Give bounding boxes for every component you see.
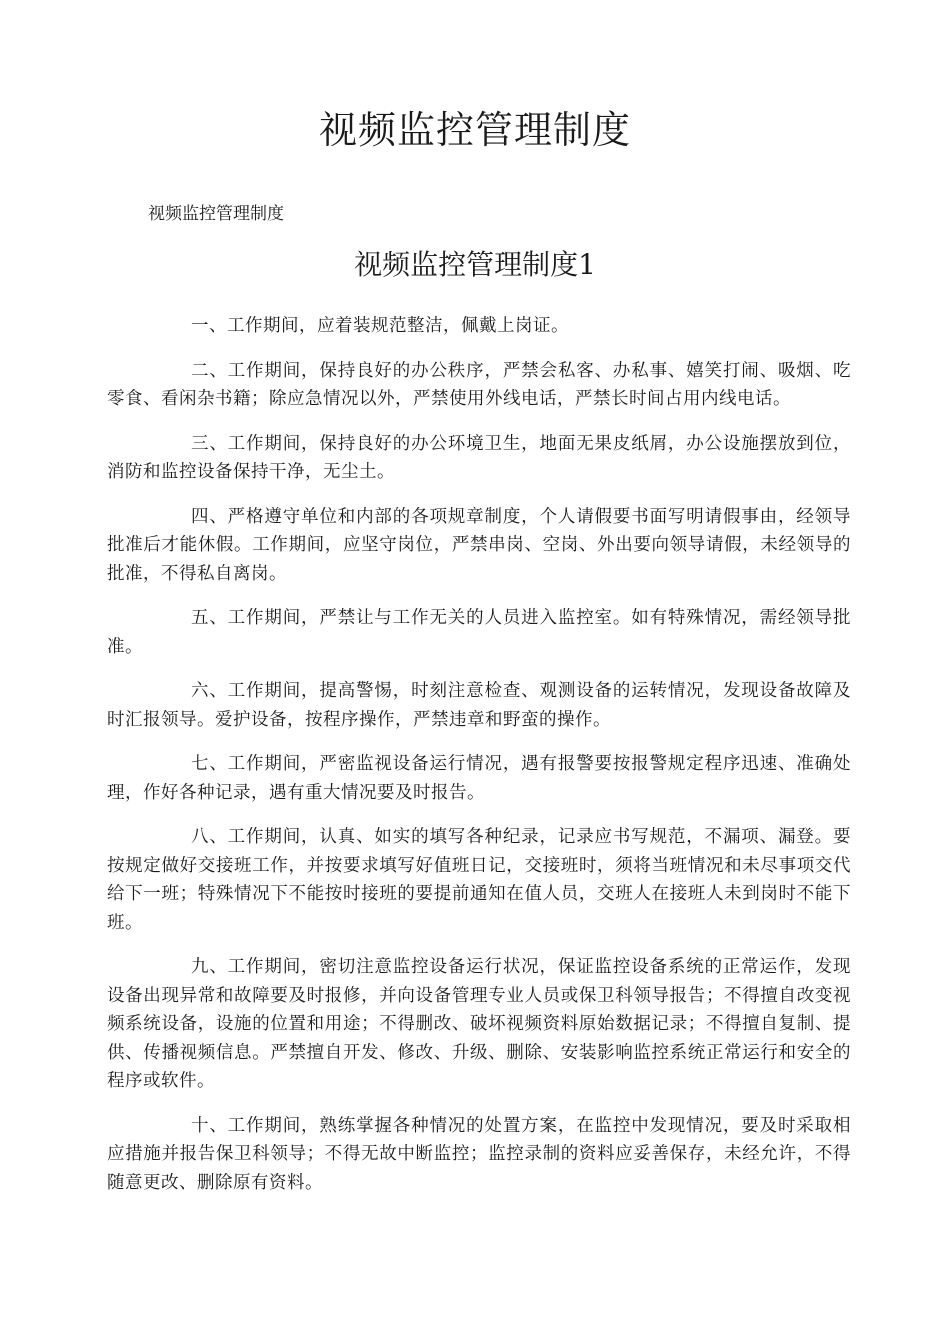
paragraph-3: 三、工作期间，保持良好的办公环境卫生，地面无果皮纸屑，办公设施摆放到位，消防和监控设备保持干净，无尘土。 [107, 433, 851, 482]
paragraph-6: 六、工作期间，提高警惕，时刻注意检查、观测设备的运转情况，发现设备故障及时汇报领导。爱护设备，按程序操作，严禁违章和野蛮的操作。 [107, 681, 851, 730]
paragraph-4: 四、严格遵守单位和内部的各项规章制度，个人请假要书面写明请假事由，经领导批准后才能休假。工作期间，应坚守岗位，严禁串岗、空岗、外出要向领导请假，未经领导的批准，不得私自离岗。 [107, 506, 851, 584]
document-subtitle: 视频监控管理制度 [148, 204, 284, 224]
paragraph-7: 七、工作期间，严密监视设备运行情况，遇有报警要按报警规定程序迅速、准确处理，作好各种记录，遇有重大情况要及时报告。 [107, 754, 851, 803]
paragraph-5: 五、工作期间，严禁让与工作无关的人员进入监控室。如有特殊情况，需经领导批准。 [107, 608, 851, 657]
document-title: 视频监控管理制度 [318, 108, 631, 152]
paragraph-8: 八、工作期间，认真、如实的填写各种纪录，记录应书写规范，不漏项、漏登。要按规定做好交接班工作，并按要求填写好值班日记，交接班时，须将当班情况和未尽事项交代给下一班；特殊情况下不能按时接班的要提前通知在值人员，交班人在接班人未到岗时不能下班。 [107, 827, 851, 933]
paragraph-2: 二、工作期间，保持良好的办公秩序，严禁会私客、办私事、嬉笑打闹、吸烟、吃零食、看闲杂书籍；除应急情况以外，严禁使用外线电话，严禁长时间占用内线电话。 [107, 360, 851, 409]
paragraph-1: 一、工作期间，应着装规范整洁，佩戴上岗证。 [191, 316, 569, 336]
paragraph-10: 十、工作期间，熟练掌握各种情况的处置方案，在监控中发现情况，要及时采取相应措施并报告保卫科领导；不得无故中断监控；监控录制的资料应妥善保存，未经允许，不得随意更改、删除原有资料。 [107, 1115, 851, 1193]
section-title: 视频监控管理制度1 [354, 248, 596, 281]
document-body [107, 312, 851, 1213]
paragraph-9: 九、工作期间，密切注意监控设备运行状况，保证监控设备系统的正常运作，发现设备出现异常和故障要及时报修，并向设备管理专业人员或保卫科领导报告；不得擅自改变视频系统设备，设施的位置和用途；不得删改、破坏视频资料原始数据记录；不得擅自复制、提供、传播视频信息。严禁擅自开发、修改、升级、删除、安装影响监控系统正常运行和安全的程序或软件。 [107, 957, 851, 1091]
